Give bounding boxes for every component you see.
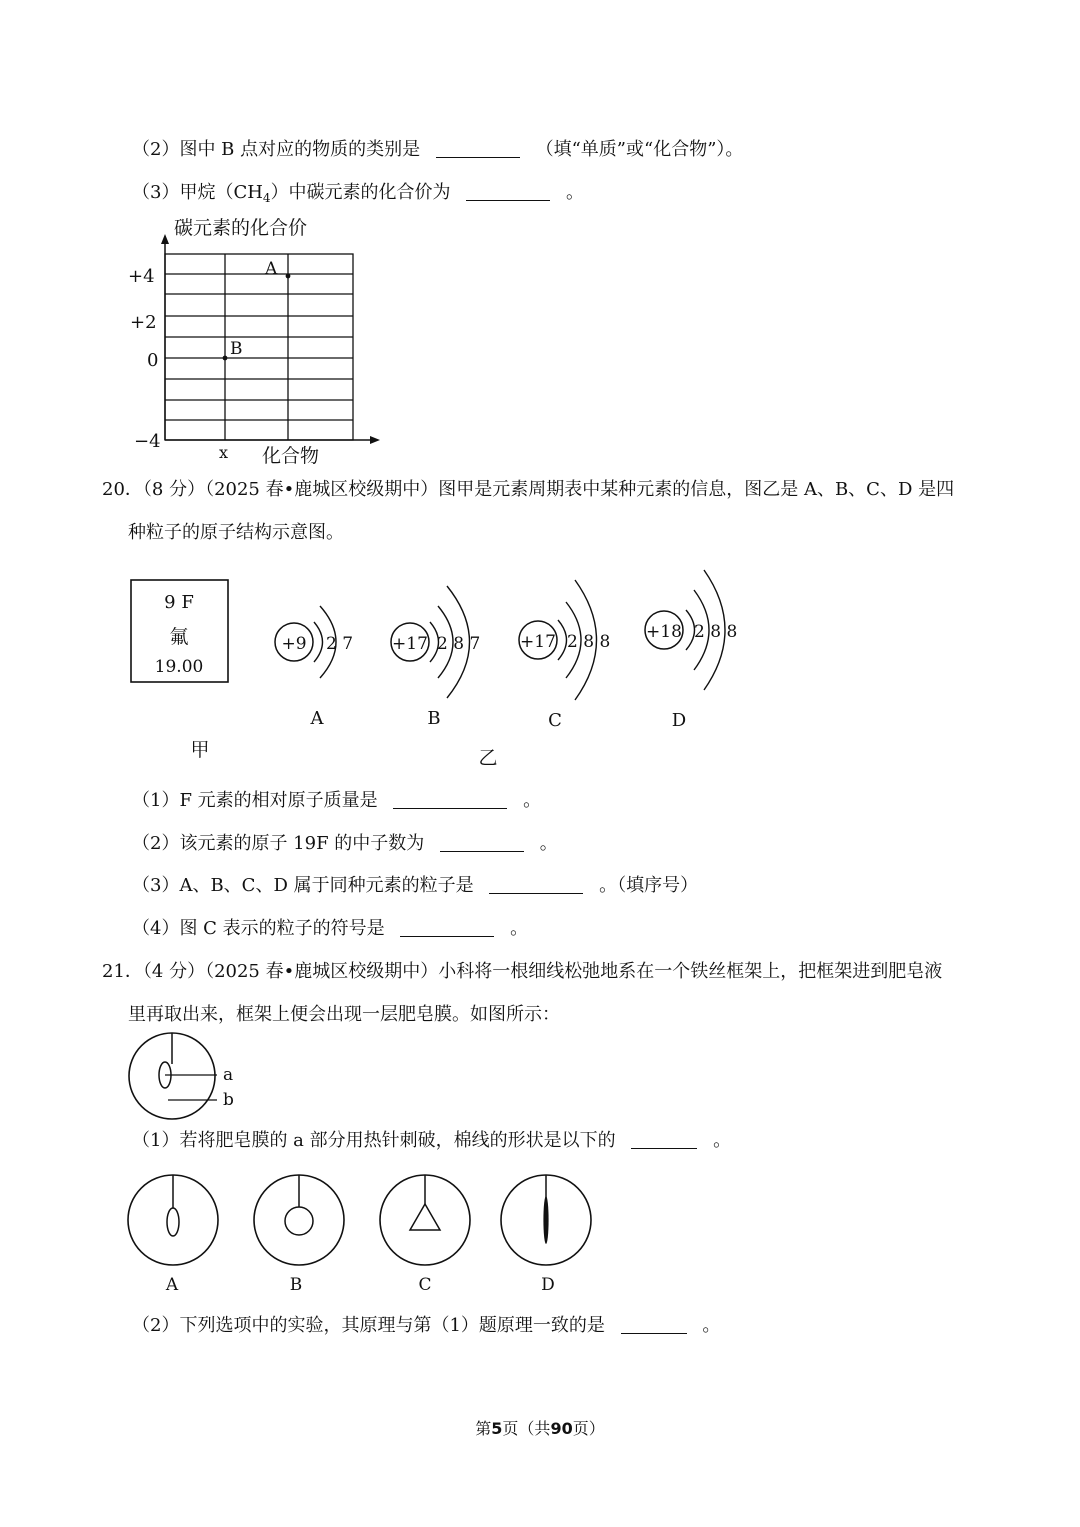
option-b[interactable] (254, 1175, 344, 1295)
atom-label: D (671, 710, 687, 731)
q20-sub4 (132, 917, 528, 941)
label-b: b (223, 1090, 234, 1110)
answer-blank[interactable] (621, 1315, 687, 1334)
atom-b (391, 586, 480, 729)
q21-stem-line1: 21．（4 分）（2025 春•鹿城区校级期中）小科将一根细线松弛地系在一个铁丝框架上，把框架进到肥皂液 (102, 961, 943, 982)
point-a-label: A (265, 259, 278, 279)
option-label: A (165, 1275, 179, 1295)
y-tick-label: −4 (134, 431, 161, 452)
element-number-symbol: 9 F (164, 592, 194, 613)
y-tick-label: 0 (147, 350, 159, 371)
electron-counts: 2 8 7 (437, 634, 481, 654)
atom-label: B (427, 708, 441, 729)
q20-sub3-end: 。（填序号） (599, 875, 699, 896)
answer-blank[interactable] (436, 139, 520, 158)
option-a[interactable] (128, 1175, 218, 1295)
valence-chart (120, 212, 400, 472)
panel-label-jia: 甲 (190, 739, 210, 761)
q21-sub2 (132, 1314, 720, 1338)
q20-sub1 (132, 789, 541, 813)
page-footer (0, 1416, 1080, 1439)
panel-label-yi: 乙 (478, 747, 498, 769)
element-mass: 19.00 (154, 657, 204, 677)
q21-stem-line2: 里再取出来，框架上便会出现一层肥皂膜。如图所示： (128, 1004, 560, 1025)
y-tick-label: +2 (130, 312, 157, 333)
q20-sub2-label: （2）该元素的原子 19F 的中子数为 (132, 833, 425, 854)
q20-sub4-label: （4）图 C 表示的粒子的符号是 (132, 918, 385, 939)
x-axis (165, 436, 380, 444)
q21-sub1-label: （1）若将肥皂膜的 a 部分用热针刺破，棉线的形状是以下的 (132, 1130, 616, 1151)
q20-stem-line1: 20．（8 分）（2025 春•鹿城区校级期中）图甲是元素周期表中某种元素的信息，图乙是 A、B、C、D 是四 (102, 479, 955, 500)
y-tick-label: +4 (128, 266, 155, 287)
answer-blank[interactable] (489, 875, 583, 894)
footer-pre: 第 (475, 1419, 492, 1438)
option-label: C (418, 1275, 432, 1295)
point-b (223, 356, 228, 361)
chart-grid (165, 254, 353, 440)
q21-sub1-end: 。 (713, 1130, 732, 1151)
point-b-label: B (230, 339, 243, 359)
option-label: B (289, 1275, 303, 1295)
q20-sub2-end: 。 (539, 833, 558, 854)
electron-counts: 2 7 (326, 634, 354, 654)
atom-label: A (310, 708, 324, 729)
q20-sub3 (132, 874, 698, 898)
x-axis-label: 化合物 (262, 445, 320, 467)
total-page-count: 90 (550, 1419, 573, 1438)
answer-blank[interactable] (440, 833, 524, 852)
q21-sub2-label: （2）下列选项中的实验，其原理与第（1）题原理一致的是 (132, 1315, 605, 1336)
option-d[interactable] (501, 1175, 591, 1295)
electron-counts: 2 8 8 (694, 622, 738, 642)
q19-sub3 (132, 181, 584, 210)
q20-sub2 (132, 832, 558, 856)
atom-label: C (548, 710, 562, 731)
q19-sub3-end: 。 (566, 182, 585, 203)
q19-sub2-suffix: （填“单质”或“化合物”）。 (535, 139, 744, 160)
option-label: D (541, 1275, 555, 1295)
label-a: a (223, 1065, 234, 1085)
atom-a (275, 606, 353, 729)
soap-film-frame (120, 1030, 250, 1125)
q20-stem-line2: 种粒子的原子结构示意图。 (128, 522, 344, 543)
point-a (286, 274, 291, 279)
answer-blank[interactable] (393, 790, 507, 809)
footer-post: 页） (572, 1419, 605, 1438)
option-c[interactable] (380, 1175, 470, 1295)
y-axis-label: 碳元素的化合价 (174, 217, 308, 239)
q20-sub1-label: （1）F 元素的相对原子质量是 (132, 790, 378, 811)
q21-sub1 (132, 1129, 731, 1153)
electron-counts: 2 8 8 (567, 632, 611, 652)
current-page-number: 5 (491, 1419, 503, 1438)
thread-shape-options (120, 1168, 600, 1300)
nucleus-charge: +9 (281, 634, 307, 654)
element-card (131, 580, 228, 682)
q19-sub2-label: （2）图中 B 点对应的物质的类别是 (132, 139, 421, 160)
element-name: 氟 (169, 626, 189, 648)
atom-structure-figure (120, 560, 760, 775)
q19-sub3-subscript: 4 (262, 191, 271, 205)
q19-sub3-pre: （3）甲烷（CH (132, 182, 263, 203)
q19-sub3-post: ）中碳元素的化合价为 (270, 182, 451, 203)
footer-mid: 页（共 (502, 1419, 551, 1438)
q20-sub1-end: 。 (523, 790, 542, 811)
answer-blank[interactable] (466, 182, 550, 201)
q19-sub2 (132, 138, 743, 162)
answer-blank[interactable] (631, 1130, 697, 1149)
nucleus-charge: +18 (646, 622, 682, 642)
atom-c (519, 580, 610, 731)
q21-sub2-end: 。 (702, 1315, 721, 1336)
x-tick-label: x (219, 443, 229, 462)
q20-sub3-label: （3）A、B、C、D 属于同种元素的粒子是 (132, 875, 474, 896)
atom-d (645, 570, 737, 731)
nucleus-charge: +17 (520, 632, 556, 652)
answer-blank[interactable] (400, 918, 494, 937)
q20-sub4-end: 。 (510, 918, 529, 939)
nucleus-charge: +17 (392, 634, 428, 654)
